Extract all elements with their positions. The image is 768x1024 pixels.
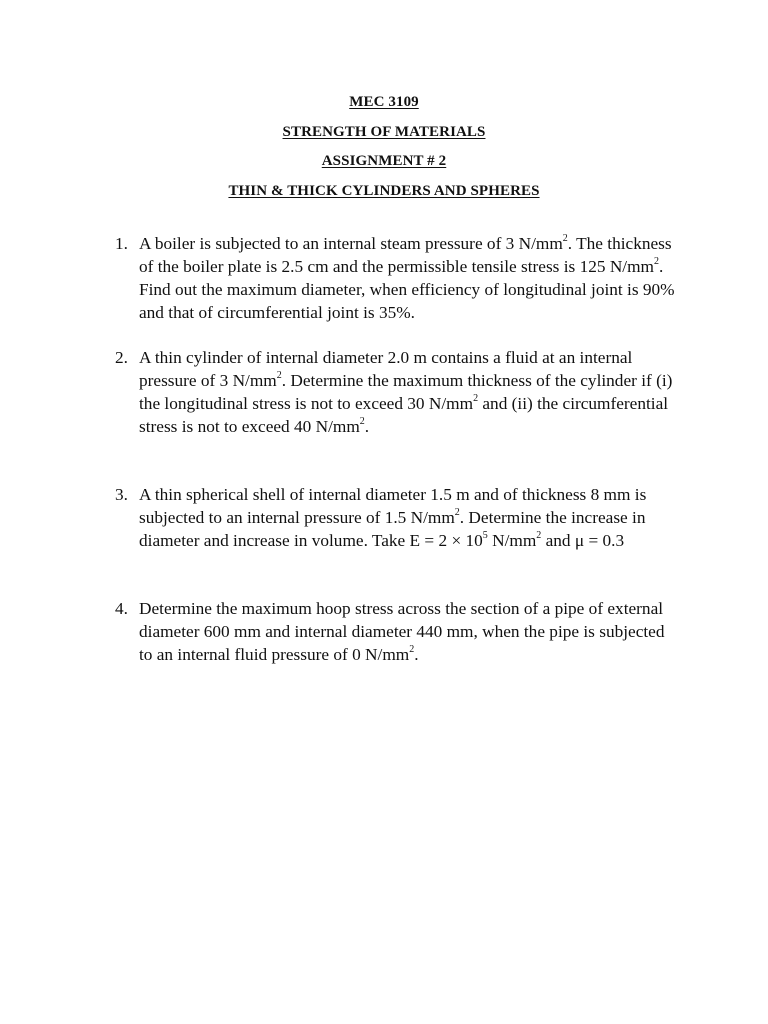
superscript: 2 (562, 233, 568, 245)
problem-text (139, 346, 680, 438)
text-run: and μ = 0.3 (541, 531, 625, 550)
problem-number: 4. (115, 599, 128, 618)
superscript: 2 (359, 416, 365, 428)
superscript: 2 (536, 530, 542, 542)
superscript: 2 (654, 256, 659, 268)
superscript: 2 (473, 393, 479, 405)
text-run: . Determine the maximum thickness of the cylinder if (i) the longitudinal stress is not to exceed 30 N/mm (139, 371, 673, 413)
text-run: . Determine the increase in diameter and increase in volume. Take E = 2 × 10 (139, 508, 646, 550)
problem-number: 2. (115, 348, 128, 367)
superscript: 2 (276, 370, 282, 382)
text-run: A boiler is subjected to an internal steam pressure of 3 N/mm (139, 234, 563, 253)
text-run: . (414, 645, 419, 664)
problem-text (139, 483, 680, 552)
text-run: . (364, 417, 370, 436)
assignment-title: ASSIGNMENT # 2 (321, 153, 447, 169)
superscript: 5 (482, 530, 488, 542)
problem-text (139, 597, 680, 666)
problem-number: 1. (115, 234, 128, 253)
problem-item-3 (110, 483, 680, 552)
course-code: MEC 3109 (349, 94, 419, 110)
text-run: A thin spherical shell of internal diameter 1.5 m and of thickness 8 mm is subjected to an internal pressure of 1.5 N/mm (139, 485, 647, 527)
text-run: N/mm (487, 531, 537, 550)
problem-number: 3. (115, 485, 128, 504)
course-title: STRENGTH OF MATERIALS (282, 123, 486, 140)
problem-list (110, 232, 680, 666)
problem-item-4 (110, 597, 680, 666)
text-run: and (ii) the circumferential stress is not to exceed 40 N/mm (139, 394, 669, 436)
text-run: Determine the maximum hoop stress across the section of a pipe of external diameter 600 mm and internal diameter 440 mm, when the pipe is subjected to an internal fluid pressure of 0 N/mm (139, 599, 665, 664)
text-run: A thin cylinder of internal diameter 2.0 m contains a fluid at an internal pressure of 3 N/mm (139, 348, 633, 390)
superscript: 2 (454, 507, 460, 519)
topic-title: THIN & THICK CYLINDERS AND SPHERES (228, 182, 540, 199)
text-run: . The thickness of the boiler plate is 2.5 cm and the permissible tensile stress is 125 N/mm (139, 234, 672, 276)
superscript: 2 (409, 644, 415, 656)
document-header (0, 88, 768, 206)
text-run: . Find out the maximum diameter, when efficiency of longitudinal joint is 90% and that of circumferential joint is 35%. (139, 257, 675, 322)
problem-item-1 (110, 232, 680, 324)
problem-text (139, 232, 680, 324)
problem-item-2 (110, 346, 680, 438)
